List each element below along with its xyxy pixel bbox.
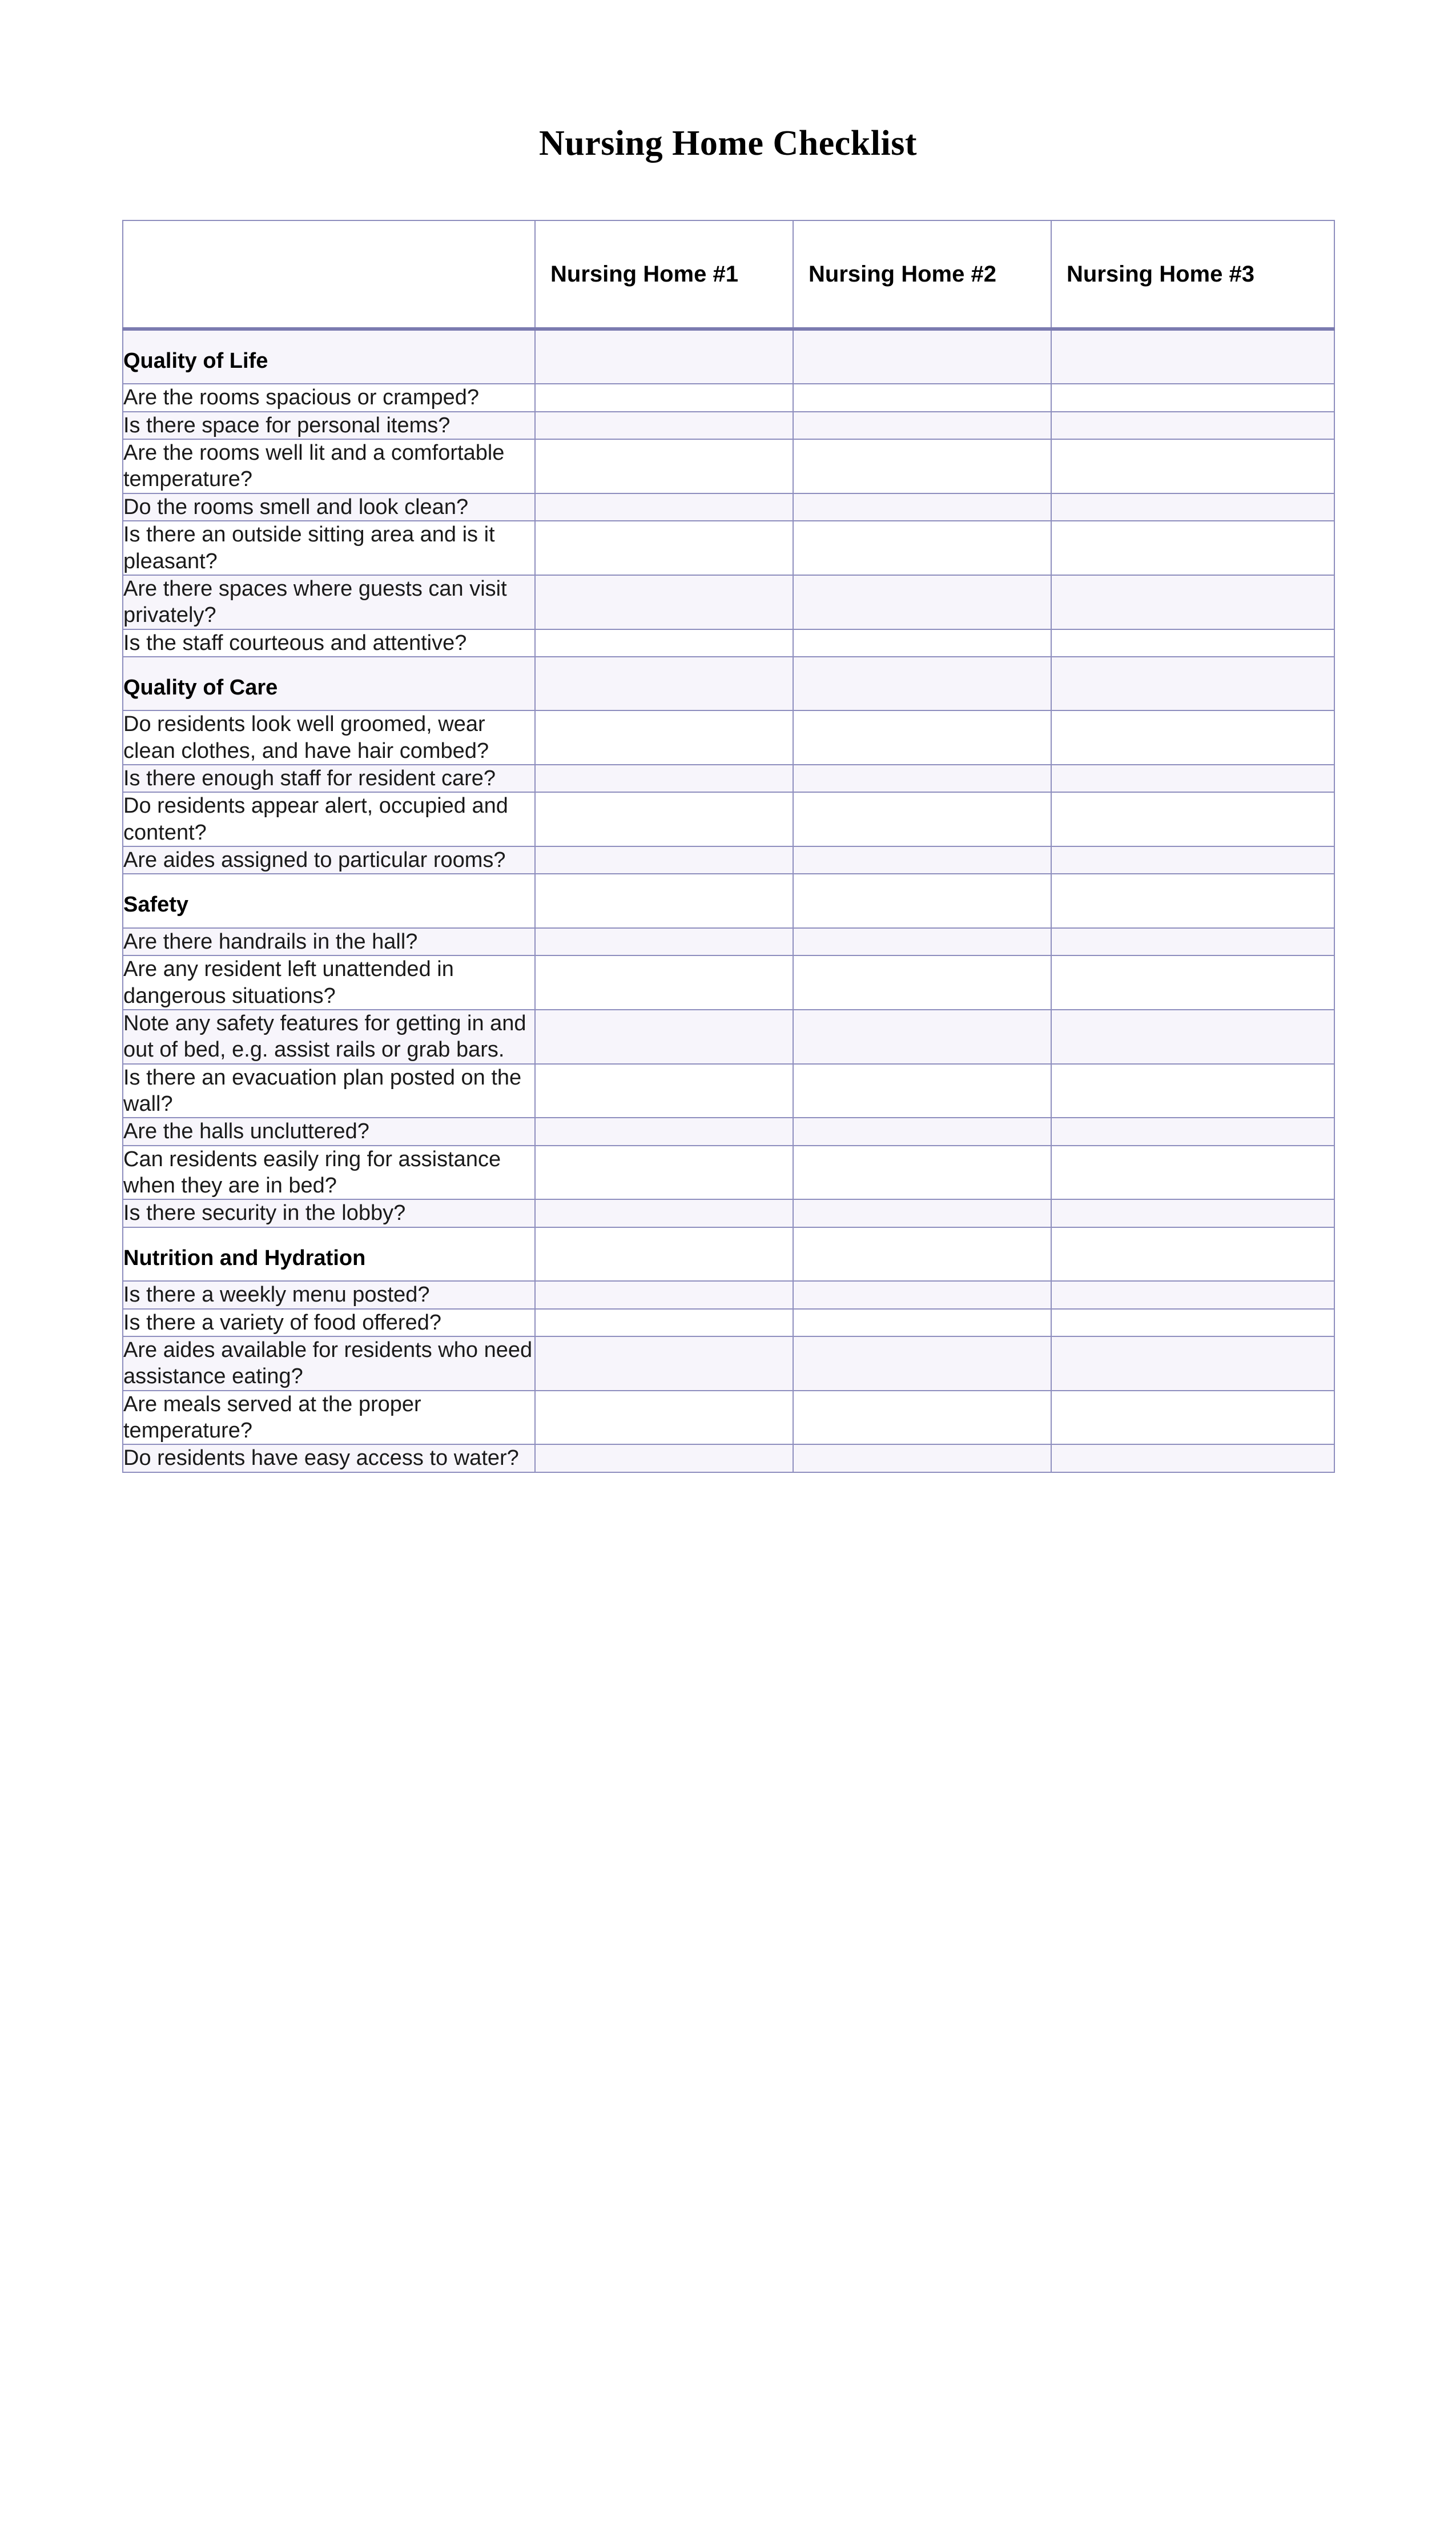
table-row (123, 1199, 1334, 1227)
answer-cell-home-3[interactable] (1051, 710, 1334, 765)
answer-cell-home-1[interactable] (535, 439, 793, 493)
answer-cell-home-1[interactable] (535, 928, 793, 955)
checklist-question: Is there a variety of food offered? (123, 1309, 535, 1336)
table-row (123, 493, 1334, 521)
answer-cell-home-2[interactable] (793, 792, 1051, 846)
checklist-question: Are there handrails in the hall? (123, 928, 535, 955)
answer-cell-home-1[interactable] (535, 1281, 793, 1308)
checklist-question: Is there space for personal items? (123, 412, 535, 439)
checklist-question: Is there enough staff for resident care? (123, 765, 535, 792)
answer-cell-home-2[interactable] (793, 765, 1051, 792)
checklist-table-body (123, 329, 1334, 1472)
answer-cell-home-1[interactable] (535, 575, 793, 629)
table-row (123, 1118, 1334, 1145)
table-row (123, 955, 1334, 1010)
checklist-question: Are meals served at the proper temperature? (123, 1391, 535, 1445)
answer-cell-home-3[interactable] (1051, 1010, 1334, 1064)
table-row (123, 1281, 1334, 1308)
table-row (123, 1146, 1334, 1200)
table-row (123, 1391, 1334, 1445)
answer-cell-home-3[interactable] (1051, 955, 1334, 1010)
answer-cell-home-2[interactable] (793, 1391, 1051, 1445)
table-row (123, 1336, 1334, 1391)
checklist-question: Are the rooms well lit and a comfortable temperature? (123, 439, 535, 493)
table-row (123, 846, 1334, 874)
table-row (123, 1064, 1334, 1118)
answer-cell-home-3[interactable] (1051, 657, 1334, 710)
answer-cell-home-1[interactable] (535, 765, 793, 792)
answer-cell-home-1[interactable] (535, 792, 793, 846)
answer-cell-home-2[interactable] (793, 493, 1051, 521)
section-title: Safety (123, 874, 535, 927)
section-row (123, 874, 1334, 927)
answer-cell-home-2[interactable] (793, 1227, 1051, 1281)
answer-cell-home-2[interactable] (793, 575, 1051, 629)
checklist-question: Are there spaces where guests can visit privately? (123, 575, 535, 629)
column-header-blank (123, 220, 535, 329)
answer-cell-home-2[interactable] (793, 1309, 1051, 1336)
checklist-question: Do the rooms smell and look clean? (123, 493, 535, 521)
table-row (123, 384, 1334, 411)
answer-cell-home-1[interactable] (535, 1010, 793, 1064)
answer-cell-home-3[interactable] (1051, 1391, 1334, 1445)
answer-cell-home-3[interactable] (1051, 792, 1334, 846)
answer-cell-home-1[interactable] (535, 629, 793, 657)
answer-cell-home-3[interactable] (1051, 846, 1334, 874)
answer-cell-home-2[interactable] (793, 1199, 1051, 1227)
checklist-question: Do residents appear alert, occupied and content? (123, 792, 535, 846)
answer-cell-home-2[interactable] (793, 1336, 1051, 1391)
answer-cell-home-3[interactable] (1051, 412, 1334, 439)
section-row (123, 1227, 1334, 1281)
answer-cell-home-1[interactable] (535, 1391, 793, 1445)
table-row (123, 1309, 1334, 1336)
checklist-question: Do residents look well groomed, wear clean clothes, and have hair combed? (123, 710, 535, 765)
table-header-row (123, 220, 1334, 329)
answer-cell-home-3[interactable] (1051, 521, 1334, 575)
answer-cell-home-2[interactable] (793, 521, 1051, 575)
checklist-question: Are any resident left unattended in dangerous situations? (123, 955, 535, 1010)
answer-cell-home-3[interactable] (1051, 765, 1334, 792)
checklist-table (122, 220, 1335, 1473)
answer-cell-home-2[interactable] (793, 629, 1051, 657)
answer-cell-home-2[interactable] (793, 955, 1051, 1010)
answer-cell-home-2[interactable] (793, 1281, 1051, 1308)
answer-cell-home-1[interactable] (535, 657, 793, 710)
answer-cell-home-2[interactable] (793, 1146, 1051, 1200)
checklist-question: Is there an evacuation plan posted on the wall? (123, 1064, 535, 1118)
section-title: Nutrition and Hydration (123, 1227, 535, 1281)
answer-cell-home-3[interactable] (1051, 1199, 1334, 1227)
page-title: Nursing Home Checklist (539, 124, 917, 163)
answer-cell-home-1[interactable] (535, 1118, 793, 1145)
answer-cell-home-1[interactable] (535, 1336, 793, 1391)
answer-cell-home-1[interactable] (535, 1227, 793, 1281)
answer-cell-home-1[interactable] (535, 412, 793, 439)
answer-cell-home-1[interactable] (535, 384, 793, 411)
answer-cell-home-3[interactable] (1051, 1444, 1334, 1472)
answer-cell-home-3[interactable] (1051, 1336, 1334, 1391)
answer-cell-home-1[interactable] (535, 710, 793, 765)
answer-cell-home-3[interactable] (1051, 575, 1334, 629)
section-title: Quality of Care (123, 657, 535, 710)
answer-cell-home-2[interactable] (793, 384, 1051, 411)
answer-cell-home-3[interactable] (1051, 439, 1334, 493)
answer-cell-home-2[interactable] (793, 657, 1051, 710)
answer-cell-home-1[interactable] (535, 1064, 793, 1118)
answer-cell-home-3[interactable] (1051, 629, 1334, 657)
answer-cell-home-1[interactable] (535, 1199, 793, 1227)
answer-cell-home-1[interactable] (535, 846, 793, 874)
answer-cell-home-3[interactable] (1051, 1281, 1334, 1308)
column-header-home-1: Nursing Home #1 (535, 220, 793, 329)
answer-cell-home-3[interactable] (1051, 1064, 1334, 1118)
section-title: Quality of Life (123, 329, 535, 384)
answer-cell-home-1[interactable] (535, 1309, 793, 1336)
table-row (123, 521, 1334, 575)
answer-cell-home-3[interactable] (1051, 384, 1334, 411)
answer-cell-home-1[interactable] (535, 1444, 793, 1472)
checklist-question: Can residents easily ring for assistance when they are in bed? (123, 1146, 535, 1200)
answer-cell-home-3[interactable] (1051, 1309, 1334, 1336)
answer-cell-home-1[interactable] (535, 493, 793, 521)
answer-cell-home-1[interactable] (535, 874, 793, 927)
table-row (123, 710, 1334, 765)
column-header-home-3: Nursing Home #3 (1051, 220, 1334, 329)
checklist-question: Are the halls uncluttered? (123, 1118, 535, 1145)
table-row (123, 629, 1334, 657)
table-row (123, 765, 1334, 792)
answer-cell-home-3[interactable] (1051, 329, 1334, 384)
answer-cell-home-2[interactable] (793, 874, 1051, 927)
answer-cell-home-2[interactable] (793, 329, 1051, 384)
answer-cell-home-1[interactable] (535, 1146, 793, 1200)
table-row (123, 575, 1334, 629)
table-row (123, 412, 1334, 439)
section-row (123, 657, 1334, 710)
answer-cell-home-3[interactable] (1051, 1118, 1334, 1145)
table-row (123, 792, 1334, 846)
answer-cell-home-2[interactable] (793, 439, 1051, 493)
answer-cell-home-2[interactable] (793, 1064, 1051, 1118)
document-page (0, 123, 1456, 2522)
checklist-question: Are the rooms spacious or cramped? (123, 384, 535, 411)
table-row (123, 1444, 1334, 1472)
answer-cell-home-2[interactable] (793, 928, 1051, 955)
answer-cell-home-2[interactable] (793, 1444, 1051, 1472)
answer-cell-home-2[interactable] (793, 846, 1051, 874)
checklist-question: Do residents have easy access to water? (123, 1444, 535, 1472)
answer-cell-home-3[interactable] (1051, 1227, 1334, 1281)
answer-cell-home-3[interactable] (1051, 874, 1334, 927)
table-row (123, 439, 1334, 493)
checklist-table-container (122, 220, 1334, 1473)
checklist-question: Are aides available for residents who need assistance eating? (123, 1336, 535, 1391)
checklist-question: Are aides assigned to particular rooms? (123, 846, 535, 874)
answer-cell-home-2[interactable] (793, 412, 1051, 439)
answer-cell-home-3[interactable] (1051, 493, 1334, 521)
checklist-question: Is there an outside sitting area and is it pleasant? (123, 521, 535, 575)
answer-cell-home-1[interactable] (535, 521, 793, 575)
answer-cell-home-1[interactable] (535, 329, 793, 384)
table-row (123, 928, 1334, 955)
answer-cell-home-2[interactable] (793, 1010, 1051, 1064)
checklist-question: Is the staff courteous and attentive? (123, 629, 535, 657)
answer-cell-home-3[interactable] (1051, 928, 1334, 955)
answer-cell-home-1[interactable] (535, 955, 793, 1010)
checklist-question: Note any safety features for getting in and out of bed, e.g. assist rails or grab bars. (123, 1010, 535, 1064)
answer-cell-home-2[interactable] (793, 1118, 1051, 1145)
answer-cell-home-3[interactable] (1051, 1146, 1334, 1200)
table-row (123, 1010, 1334, 1064)
column-header-home-2: Nursing Home #2 (793, 220, 1051, 329)
section-row (123, 329, 1334, 384)
answer-cell-home-2[interactable] (793, 710, 1051, 765)
checklist-question: Is there a weekly menu posted? (123, 1281, 535, 1308)
checklist-question: Is there security in the lobby? (123, 1199, 535, 1227)
